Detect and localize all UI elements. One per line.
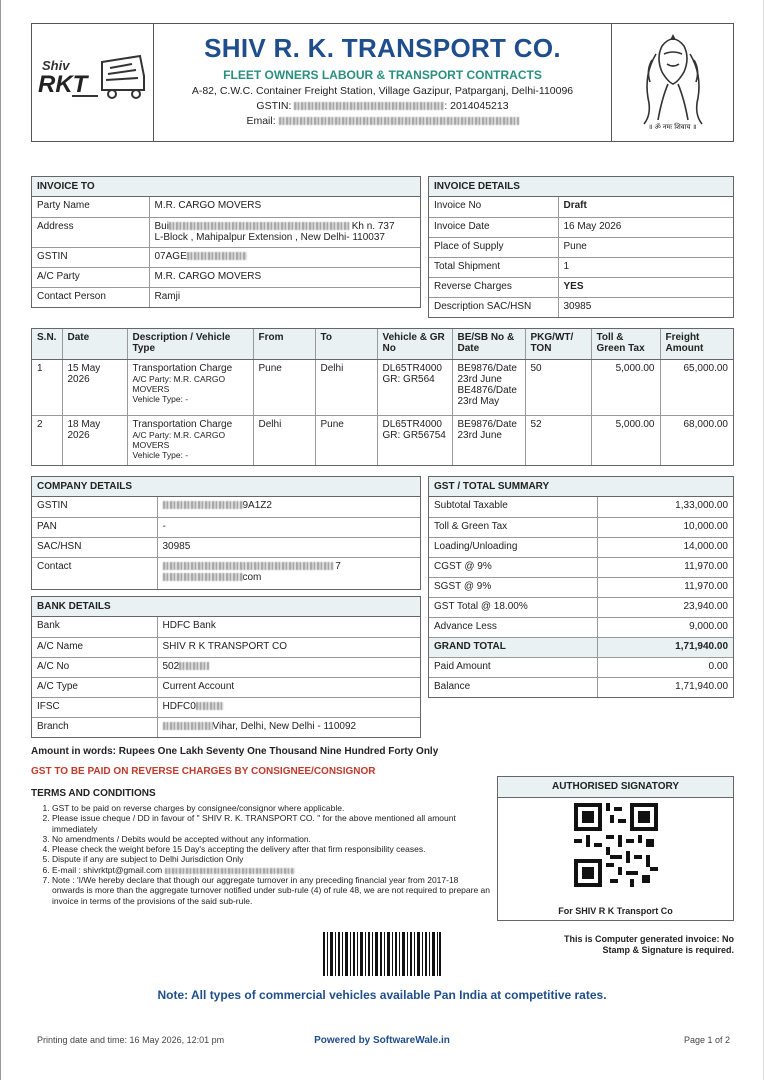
- sgst-value: 11,970.00: [597, 577, 733, 597]
- row-from: Delhi: [253, 415, 315, 465]
- amount-in-words: Amount in words: Rupees One Lakh Seventy One Thousand Nine Hundred Forty Only: [31, 746, 439, 757]
- signatory-title: AUTHORISED SIGNATORY: [498, 777, 733, 798]
- company-details-section: [31, 476, 421, 590]
- term-item: 7. Note : 'I/We hereby declare that though our aggregate turnover in any preceding financial year from 2017-18 onwards is more than the aggregate turnover notified under sub-rule (4) of rule 48, we are not required to prepare an invoice in terms of the provisions of the said sub-rule.: [52, 875, 490, 906]
- ifsc-label: IFSC: [32, 697, 157, 717]
- term-email: E-mail : shivrktpt@gmail.com: [52, 864, 163, 875]
- row-freight: 68,000.00: [683, 418, 728, 430]
- row-desc-text: Transportation Charge: [132, 362, 233, 374]
- row-to: Pune: [315, 415, 377, 465]
- gst-summary-title: GST / TOTAL SUMMARY: [429, 477, 733, 497]
- deity-image: [611, 24, 733, 141]
- toll-green-value: 10,000.00: [597, 517, 733, 537]
- company-gstin-row: [32, 497, 420, 517]
- invoice-no-value: Draft: [558, 197, 733, 217]
- place-of-supply-label: Place of Supply: [429, 237, 558, 257]
- row-freight: 65,000.00: [660, 359, 733, 415]
- invoice-to-section: [31, 176, 421, 308]
- row-pkg: 50: [525, 359, 591, 415]
- company-sac-label: SAC/HSN: [32, 537, 157, 557]
- gstin-value: [149, 247, 420, 267]
- company-sac-value: 30985: [157, 537, 420, 557]
- printing-datetime: Printing date and time: 16 May 2026, 12:01 pm: [37, 1035, 225, 1045]
- invoice-date-label: Invoice Date: [429, 217, 558, 237]
- ac-party-label: A/C Party: [32, 267, 149, 287]
- redacted-branch: [163, 722, 213, 730]
- advance-row: [429, 617, 733, 637]
- col-vehicle: Vehicle & GR No: [377, 329, 452, 359]
- row-vehicle-type: Vehicle Type: -: [132, 449, 189, 460]
- advance-value: 9,000.00: [597, 617, 733, 637]
- branch-row: [32, 717, 420, 737]
- qr-code-icon: [574, 803, 658, 887]
- ac-type-label: A/C Type: [32, 677, 157, 697]
- contact-person-row: [32, 287, 420, 307]
- company-contact-value: [157, 557, 420, 589]
- email-label: Email:: [246, 115, 276, 127]
- redacted-gstin: [294, 102, 444, 110]
- ac-no-row: [32, 657, 420, 677]
- row-gr-no: GR: GR564: [382, 373, 435, 385]
- row-toll: 5,000.00: [591, 415, 660, 465]
- items-header-row: [32, 329, 733, 359]
- sac-hsn-value: 30985: [563, 300, 592, 312]
- reverse-charge-note: GST TO BE PAID ON REVERSE CHARGES BY CONSIGNEE/CONSIGNOR: [31, 766, 376, 777]
- company-contact-row: [32, 557, 420, 589]
- gstin-label: GSTIN:: [256, 100, 292, 112]
- party-name-value: M.R. CARGO MOVERS: [149, 197, 420, 217]
- contact-person-label: Contact Person: [32, 287, 149, 307]
- redacted-ac-no: [179, 662, 209, 670]
- page-number: Page 1 of 2: [683, 1035, 730, 1045]
- company-pan-value: -: [157, 517, 420, 537]
- place-of-supply-row: [429, 237, 733, 257]
- company-logo: [32, 24, 154, 141]
- col-pkg: PKG/WT/ TON: [525, 329, 591, 359]
- redacted-email: [279, 117, 519, 125]
- gstin-label: GSTIN: [32, 247, 149, 267]
- sac-hsn-row: [429, 297, 733, 317]
- bank-value: HDFC Bank: [157, 617, 420, 637]
- term-item: 4. Please check the weight before 15 Day's accepting the delivery after that firm responsibility ceases.: [52, 844, 490, 854]
- reverse-charges-label: Reverse Charges: [429, 277, 558, 297]
- gstin-tail: : 2014045213: [444, 100, 509, 112]
- loading-value: 14,000.00: [597, 537, 733, 557]
- row-sn: 1: [32, 359, 62, 415]
- invoice-no-row: [429, 197, 733, 217]
- row-sn: 2: [32, 415, 62, 465]
- redacted-ifsc: [196, 702, 224, 710]
- contact-tail: 7: [335, 560, 341, 572]
- company-gstin-value: [157, 497, 420, 517]
- company-pan-label: PAN: [32, 517, 157, 537]
- gst-summary-section: [428, 476, 734, 698]
- party-name-row: [32, 197, 420, 217]
- row-vehicle-type: Vehicle Type: -: [132, 393, 189, 404]
- cgst-row: [429, 557, 733, 577]
- sac-hsn-label: Description SAC/HSN: [429, 297, 558, 317]
- redacted-gstin: [187, 252, 247, 260]
- address-line-2: L-Block , Mahipalpur Extension , New Delhi- 110037: [154, 231, 385, 243]
- row-date: 15 May 2026: [62, 359, 127, 415]
- cgst-value: 11,970.00: [597, 557, 733, 577]
- items-table: [31, 328, 734, 466]
- deity-caption: ॥ ॐ नमः शिवाय ॥: [648, 124, 697, 131]
- logo-rkt-text: RKT: [38, 71, 88, 98]
- gst-total-value: 23,940.00: [597, 597, 733, 617]
- ifsc-value: [157, 697, 420, 717]
- reverse-charges-row: [429, 277, 733, 297]
- company-name: SHIV R. K. TRANSPORT CO.: [204, 33, 561, 63]
- col-to: To: [315, 329, 377, 359]
- gst-total-row: [429, 597, 733, 617]
- row-ac-party: A/C Party: M.R. CARGO MOVERS: [132, 373, 226, 394]
- paid-value: 0.00: [597, 657, 733, 677]
- redacted-gstin: [163, 501, 243, 509]
- row-from: Pune: [253, 359, 315, 415]
- col-date: Date: [62, 329, 127, 359]
- row-vehicle: [377, 359, 452, 415]
- term-item: [52, 865, 490, 875]
- total-shipment-row: [429, 257, 733, 277]
- row-desc-text: Transportation Charge: [132, 418, 233, 430]
- row-vehicle: [377, 415, 452, 465]
- address-label: Address: [32, 217, 149, 247]
- ac-party-row: [32, 267, 420, 287]
- invoice-details-title: INVOICE DETAILS: [429, 177, 733, 197]
- bank-details-title: BANK DETAILS: [32, 597, 420, 617]
- ac-name-row: [32, 637, 420, 657]
- address-prefix: Bui: [154, 220, 169, 232]
- sgst-row: [429, 577, 733, 597]
- bank-label: Bank: [32, 617, 157, 637]
- company-details-title: COMPANY DETAILS: [32, 477, 420, 497]
- row-description: [127, 359, 253, 415]
- company-pan-row: [32, 517, 420, 537]
- ac-no-label: A/C No: [32, 657, 157, 677]
- row-gr-no: GR: GR56754: [382, 429, 446, 441]
- ac-no-value: [157, 657, 420, 677]
- subtotal-label: Subtotal Taxable: [429, 497, 597, 517]
- row-description: [127, 415, 253, 465]
- contact-person-value: Ramji: [154, 290, 181, 302]
- redacted-term-email: [165, 868, 295, 874]
- ac-party-value: M.R. CARGO MOVERS: [149, 267, 420, 287]
- branch-label: Branch: [32, 717, 157, 737]
- place-of-supply-value: Pune: [558, 237, 733, 257]
- bank-row: [32, 617, 420, 637]
- gstin-row: [32, 247, 420, 267]
- invoice-no-label: Invoice No: [429, 197, 558, 217]
- toll-green-row: [429, 517, 733, 537]
- company-gstin-label: GSTIN: [32, 497, 157, 517]
- row-ac-party: A/C Party: M.R. CARGO MOVERS: [132, 429, 226, 450]
- grand-total-value: 1,71,940.00: [597, 637, 733, 657]
- redacted-address: [169, 222, 349, 230]
- row-date: 18 May 2026: [62, 415, 127, 465]
- invoice-details-section: [428, 176, 734, 318]
- powered-by: Powered by SoftwareWale.in: [314, 1035, 450, 1046]
- barcode-icon: [323, 932, 441, 976]
- col-be-sb: BE/SB No & Date: [452, 329, 525, 359]
- table-row: [32, 415, 733, 465]
- company-contact-label: Contact: [32, 557, 157, 589]
- redacted-email: [163, 573, 243, 581]
- paid-label: Paid Amount: [429, 657, 597, 677]
- term-item: 2. Please issue cheque / DD in favour of " SHIV R. K. TRANSPORT CO. " for the above mentioned all amount immediately: [52, 813, 490, 834]
- loading-label: Loading/Unloading: [429, 537, 597, 557]
- col-freight: Freight Amount: [660, 329, 733, 359]
- sgst-label: SGST @ 9%: [429, 577, 597, 597]
- subtotal-row: [429, 497, 733, 517]
- balance-label: Balance: [429, 677, 597, 697]
- ac-name-value: SHIV R K TRANSPORT CO: [157, 637, 420, 657]
- gstin-tail: 9A1Z2: [242, 500, 272, 511]
- gst-total-label: GST Total @ 18.00%: [429, 597, 597, 617]
- balance-row: [429, 677, 733, 697]
- signatory-box: [497, 776, 734, 921]
- address-row: [32, 217, 420, 247]
- contact-email-tail: com: [242, 571, 262, 583]
- col-description: Description / Vehicle Type: [127, 329, 253, 359]
- company-email: [154, 115, 611, 127]
- reverse-charges-value: YES: [558, 277, 733, 297]
- company-sac-row: [32, 537, 420, 557]
- subtotal-value: 1,33,000.00: [597, 497, 733, 517]
- computer-generated-note: This is Computer generated invoice: No Stamp & Signature is required.: [563, 934, 734, 955]
- total-shipment-label: Total Shipment: [429, 257, 558, 277]
- col-toll: Toll & Green Tax: [591, 329, 660, 359]
- total-shipment-value: 1: [558, 257, 733, 277]
- row-vehicle-no: DL65TR4000: [382, 362, 442, 374]
- toll-green-label: Toll & Green Tax: [429, 517, 597, 537]
- table-row: [32, 359, 733, 415]
- terms-title: TERMS AND CONDITIONS: [31, 788, 156, 799]
- redacted-phone: [163, 562, 333, 570]
- row-vehicle-no: DL65TR4000: [382, 418, 442, 430]
- company-address: A-82, C.W.C. Container Freight Station, Village Gazipur, Patparganj, Delhi-110096: [191, 85, 574, 97]
- loading-row: [429, 537, 733, 557]
- party-name-label: Party Name: [32, 197, 149, 217]
- ac-type-value: Current Account: [157, 677, 420, 697]
- company-gstin: [154, 100, 611, 112]
- terms-list: [40, 803, 490, 906]
- cgst-label: CGST @ 9%: [429, 557, 597, 577]
- ac-no-prefix: 502: [162, 660, 180, 672]
- address-line-1: Kh n. 737: [351, 220, 395, 232]
- col-from: From: [253, 329, 315, 359]
- row-toll: 5,000.00: [591, 359, 660, 415]
- address-value: [149, 217, 420, 247]
- branch-tail: Vihar, Delhi, New Delhi - 110092: [212, 720, 357, 732]
- ac-name-label: A/C Name: [32, 637, 157, 657]
- ifsc-prefix: HDFC0: [162, 700, 196, 712]
- advance-label: Advance Less: [429, 617, 597, 637]
- grand-total-row: [429, 637, 733, 657]
- invoice-date-value: 16 May 2026: [558, 217, 733, 237]
- paid-row: [429, 657, 733, 677]
- commercial-vehicles-note: Note: All types of commercial vehicles available Pan India at competitive rates.: [157, 988, 607, 1002]
- ifsc-row: [32, 697, 420, 717]
- gstin-prefix: 07AGE: [154, 250, 187, 262]
- invoice-date-row: [429, 217, 733, 237]
- col-sn: S.N.: [32, 329, 62, 359]
- row-be-sb: BE9876/Date 23rd June BE4876/Date 23rd May: [452, 359, 525, 415]
- invoice-header: [31, 23, 734, 142]
- logo-shiv-text: Shiv: [42, 58, 70, 73]
- row-pkg: 52: [525, 415, 591, 465]
- invoice-to-title: INVOICE TO: [32, 177, 420, 197]
- ac-type-row: [32, 677, 420, 697]
- term-item: 1. GST to be paid on reverse charges by consignee/consignor where applicable.: [52, 803, 490, 813]
- row-to: Delhi: [315, 359, 377, 415]
- term-item: 5. Dispute if any are subject to Delhi Jurisdiction Only: [52, 854, 490, 864]
- company-tagline: FLEET OWNERS LABOUR & TRANSPORT CONTRACTS: [223, 68, 542, 82]
- row-be-sb: BE9876/Date 23rd June: [452, 415, 525, 465]
- for-company-label: For SHIV R K Transport Co: [558, 906, 673, 916]
- branch-value: [157, 717, 420, 737]
- balance-value: 1,71,940.00: [675, 680, 728, 692]
- grand-total-label: GRAND TOTAL: [429, 637, 597, 657]
- term-item: 3. No amendments / Debits would be accepted without any information.: [52, 834, 490, 844]
- bank-details-section: [31, 596, 421, 738]
